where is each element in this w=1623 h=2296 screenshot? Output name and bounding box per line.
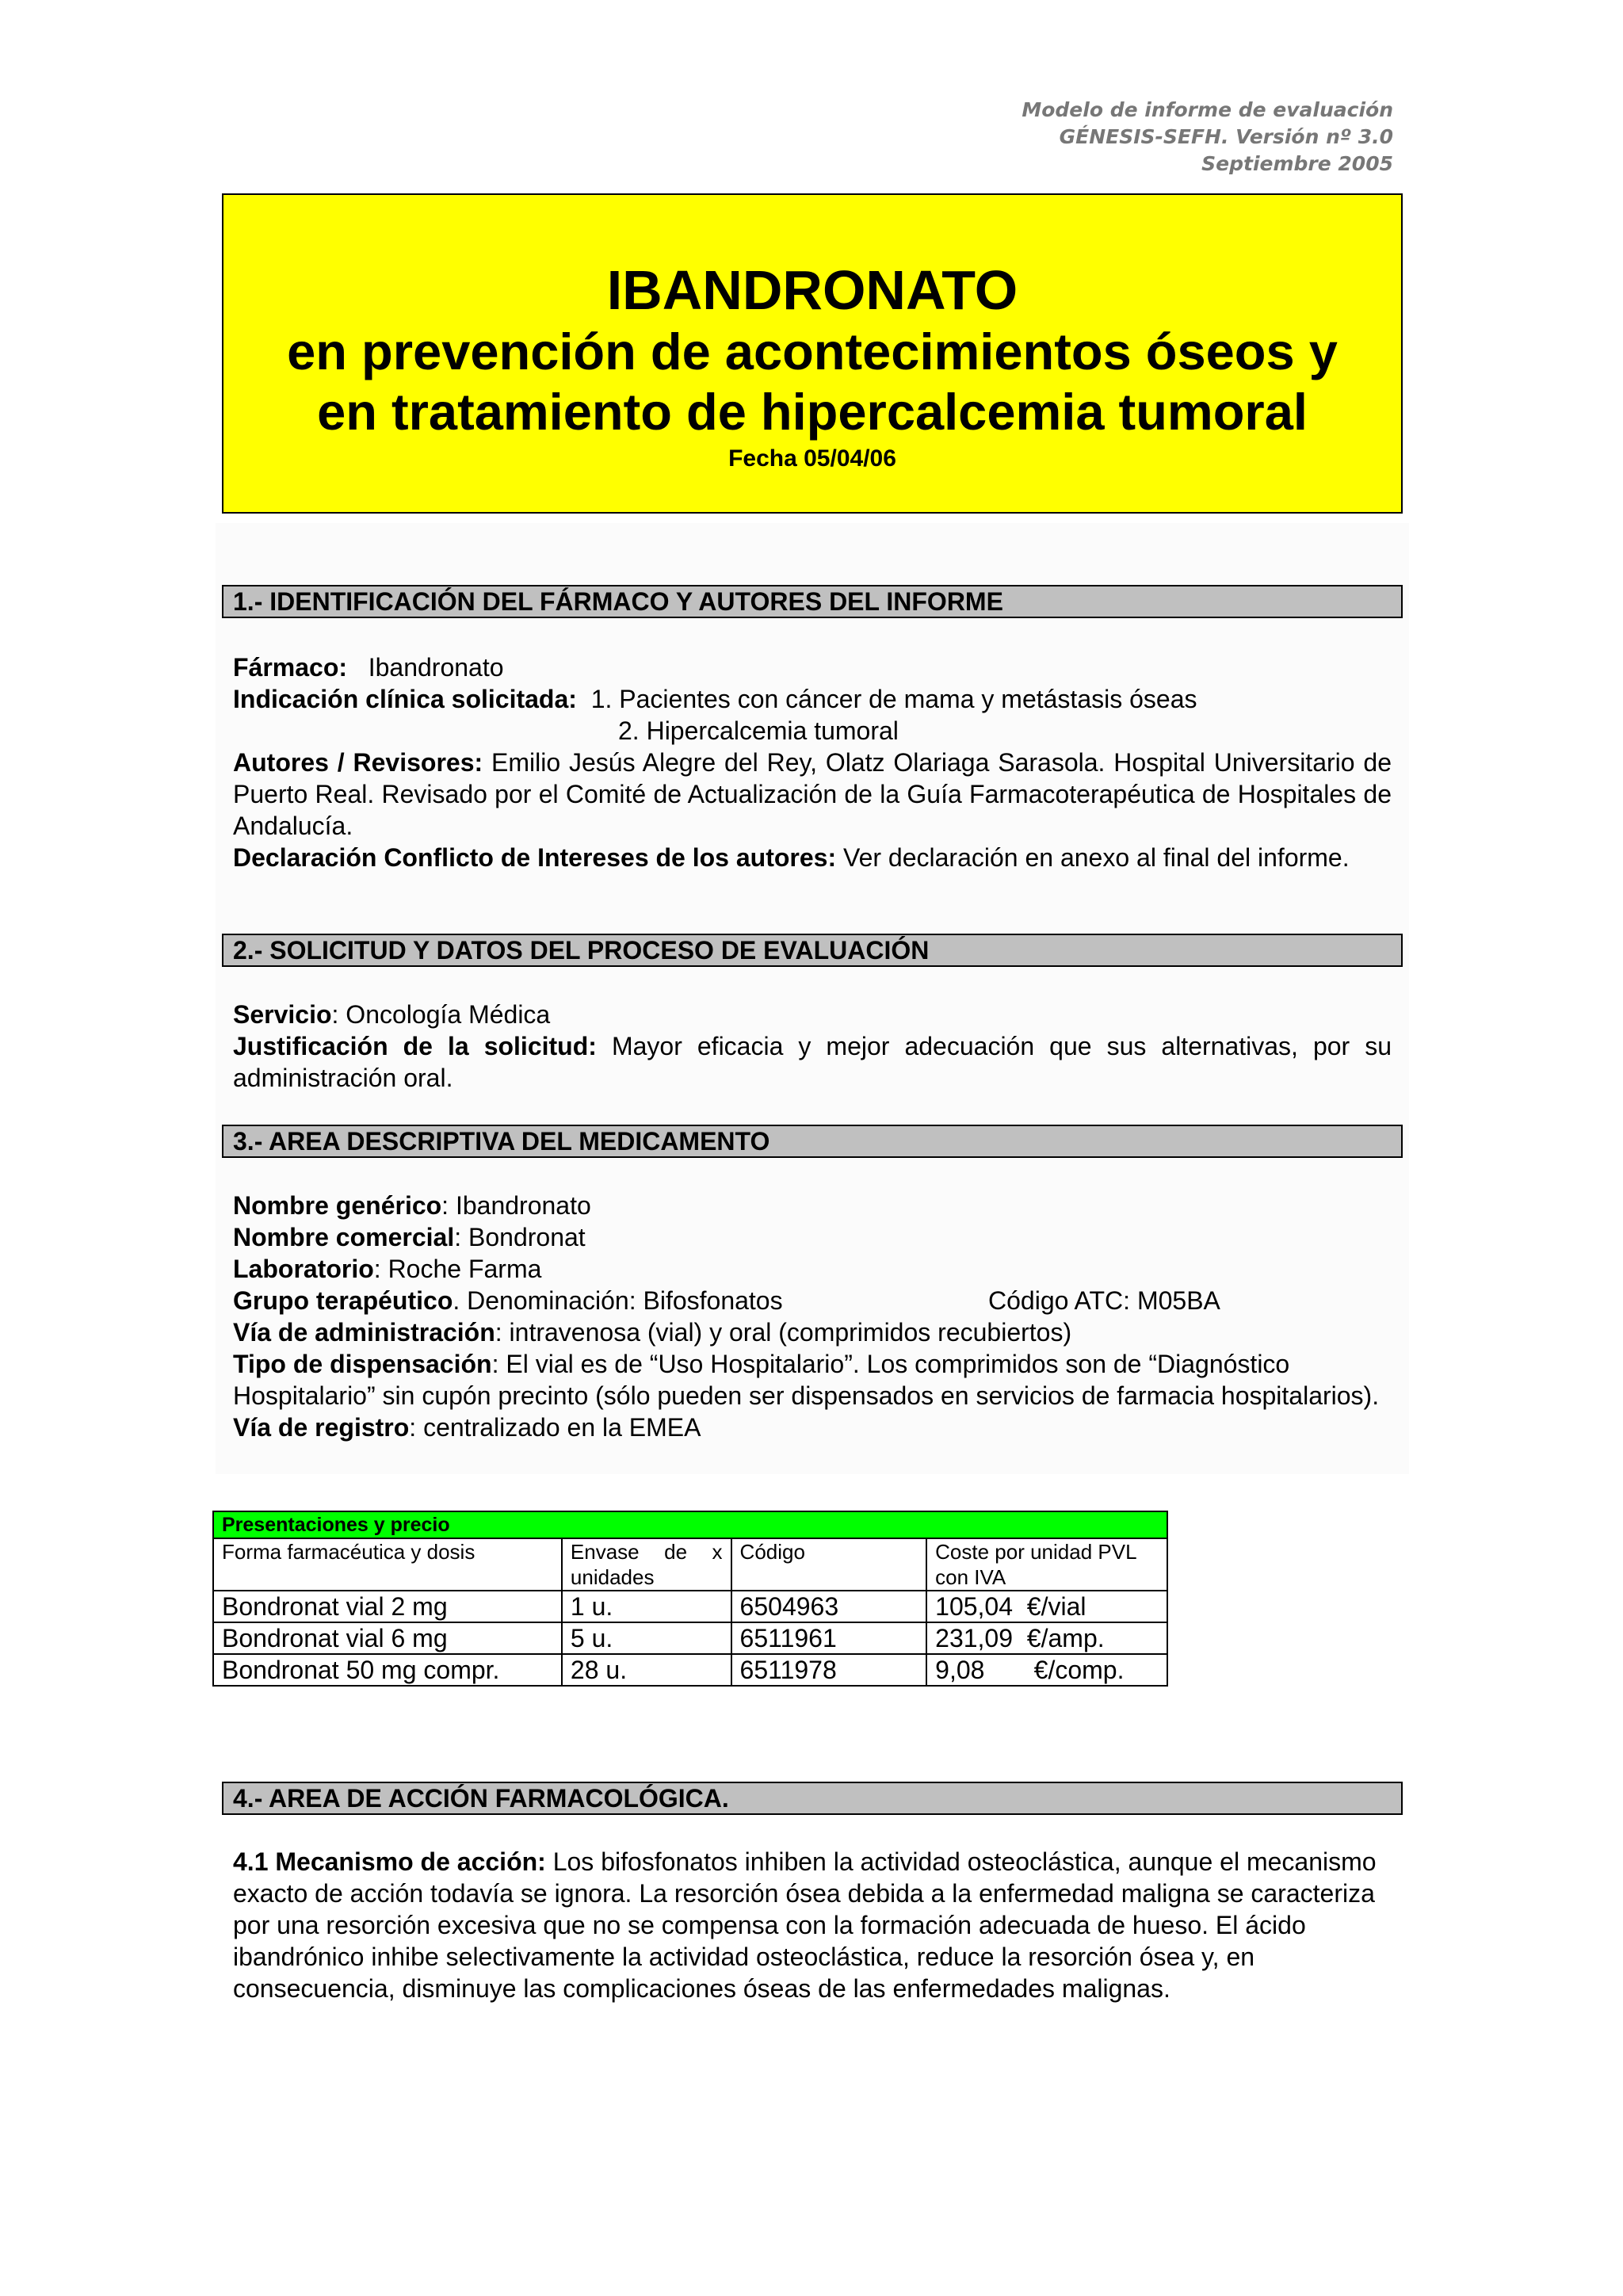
mecanismo-paragraph: [233, 1846, 1392, 2004]
justificacion-value: Mayor eficacia y mejor adecuación que sus alternativas, por su administración oral.: [233, 1032, 1392, 1092]
laboratorio-value: : Roche Farma: [373, 1255, 542, 1283]
table-row: [213, 1622, 1167, 1654]
report-date: Fecha 05/04/06: [728, 445, 896, 472]
drug-title: IBANDRONATO: [606, 259, 1018, 321]
table-row: [213, 1591, 1167, 1622]
table-cell: 6504963: [731, 1591, 927, 1622]
section-4-heading: 4.- AREA DE ACCIÓN FARMACOLÓGICA.: [222, 1782, 1403, 1815]
title-box: [222, 193, 1403, 514]
mecanismo-value: Los bifosfonatos inhiben la actividad osteoclástica, aunque el mecanismo exacto de acción todavía se ignora. La resorción ósea debida a la enfermedad maligna se caracteriza por una resorción excesiva que no se compensa con la formación adecuada de hueso. El ácido ibandrónico inhibe selectivamente la actividad osteoclástica, reduce la resorción ósea y, en consecuencia, disminuye las complicaciones óseas de las enfermedades malignas.: [233, 1847, 1377, 2003]
registro-label: Vía de registro: [233, 1413, 410, 1442]
table-cell: 105,04 €/vial: [926, 1591, 1167, 1622]
column-header: Forma farmacéutica y dosis: [213, 1538, 562, 1591]
generico-label: Nombre genérico: [233, 1191, 442, 1220]
grupo-value: . Denominación: Bifosfonatos: [453, 1286, 783, 1315]
tipo-paragraph: [233, 1348, 1392, 1412]
section-3-heading: 3.- AREA DESCRIPTIVA DEL MEDICAMENTO: [222, 1125, 1403, 1158]
grupo-line: [233, 1285, 1392, 1316]
registro-line: [233, 1412, 1392, 1443]
servicio-label: Servicio: [233, 1000, 332, 1029]
table-cell: 1 u.: [562, 1591, 731, 1622]
indicacion-item-2: 2. Hipercalcemia tumoral: [618, 716, 899, 745]
laboratorio-line: [233, 1253, 1392, 1285]
title-line-2: en tratamiento de hipercalcemia tumoral: [317, 383, 1308, 441]
header-version-line: GÉNESIS-SEFH. Versión nº 3.0: [1059, 125, 1393, 148]
comercial-value: : Bondronat: [454, 1223, 586, 1251]
autores-label: Autores / Revisores:: [233, 748, 483, 777]
indicacion-label: Indicación clínica solicitada:: [233, 685, 577, 713]
servicio-line: [233, 999, 1392, 1030]
indicacion-item-1: 1. Pacientes con cáncer de mama y metástasis óseas: [590, 685, 1197, 713]
generico-line: [233, 1190, 1392, 1221]
section-4-body: [233, 1846, 1392, 2004]
comercial-label: Nombre comercial: [233, 1223, 455, 1251]
section-1-heading: 1.- IDENTIFICACIÓN DEL FÁRMACO Y AUTORES DEL INFORME: [222, 585, 1403, 618]
farmaco-value: Ibandronato: [368, 653, 504, 682]
table-cell: 5 u.: [562, 1622, 731, 1654]
table-header-row: [213, 1538, 1167, 1591]
conflicto-label: Declaración Conflicto de Intereses de los autores:: [233, 843, 837, 872]
column-header: Código: [731, 1538, 927, 1591]
table-cell: Bondronat vial 6 mg: [213, 1622, 562, 1654]
autores-value: Emilio Jesús Alegre del Rey, Olatz Olariaga Sarasola. Hospital Universitario de Puerto Real. Revisado por el Comité de Actualización de la Guía Farmacoterapéutica de Hospitales de Andalucía.: [233, 748, 1392, 840]
justificacion-paragraph: [233, 1030, 1392, 1094]
table-cell: 6511961: [731, 1622, 927, 1654]
table-cell: 28 u.: [562, 1654, 731, 1686]
document-header: [1022, 97, 1393, 178]
table-cell: Bondronat 50 mg compr.: [213, 1654, 562, 1686]
section-3-body: [233, 1190, 1392, 1443]
servicio-value: : Oncología Médica: [331, 1000, 551, 1029]
section-2-body: [233, 999, 1392, 1094]
farmaco-line: [233, 651, 1392, 683]
justificacion-label: Justificación de la solicitud:: [233, 1032, 597, 1060]
registro-value: : centralizado en la EMEA: [409, 1413, 701, 1442]
via-value: : intravenosa (vial) y oral (comprimidos recubiertos): [495, 1318, 1072, 1347]
conflicto-value: Ver declaración en anexo al final del informe.: [843, 843, 1350, 872]
generico-value: : Ibandronato: [441, 1191, 591, 1220]
farmaco-label: Fármaco:: [233, 653, 348, 682]
comercial-line: [233, 1221, 1392, 1253]
tipo-value: : El vial es de “Uso Hospitalario”. Los comprimidos son de “Diagnóstico Hospitalario” sin cupón precinto (sólo pueden ser dispensados en servicios de farmacia hospitalarios).: [233, 1350, 1380, 1410]
header-model-line: Modelo de informe de evaluación: [1022, 98, 1393, 121]
section-2-heading: 2.- SOLICITUD Y DATOS DEL PROCESO DE EVALUACIÓN: [222, 934, 1403, 967]
title-line-1: en prevención de acontecimientos óseos y: [287, 323, 1338, 380]
table-row: [213, 1654, 1167, 1686]
section-1-body: [233, 651, 1392, 873]
via-line: [233, 1316, 1392, 1348]
conflicto-paragraph: [233, 842, 1392, 873]
table-cell: 231,09 €/amp.: [926, 1622, 1167, 1654]
table-cell: Bondronat vial 2 mg: [213, 1591, 562, 1622]
grupo-label: Grupo terapéutico: [233, 1286, 453, 1315]
table-cell: 6511978: [731, 1654, 927, 1686]
table-title: Presentaciones y precio: [213, 1511, 1167, 1538]
indicacion-line: [233, 683, 1392, 715]
mecanismo-label: 4.1 Mecanismo de acción:: [233, 1847, 546, 1876]
presentaciones-table: [212, 1511, 1168, 1687]
table-cell: 9,08 €/comp.: [926, 1654, 1167, 1686]
laboratorio-label: Laboratorio: [233, 1255, 374, 1283]
table-title-row: [213, 1511, 1167, 1538]
column-header: Coste por unidad PVL con IVA: [926, 1538, 1167, 1591]
autores-paragraph: [233, 747, 1392, 842]
header-date-line: Septiembre 2005: [1201, 152, 1393, 175]
via-label: Vía de administración: [233, 1318, 495, 1347]
atc-code: Código ATC: M05BA: [988, 1286, 1220, 1315]
tipo-label: Tipo de dispensación: [233, 1350, 492, 1378]
column-header: Envase de x unidades: [562, 1538, 731, 1591]
